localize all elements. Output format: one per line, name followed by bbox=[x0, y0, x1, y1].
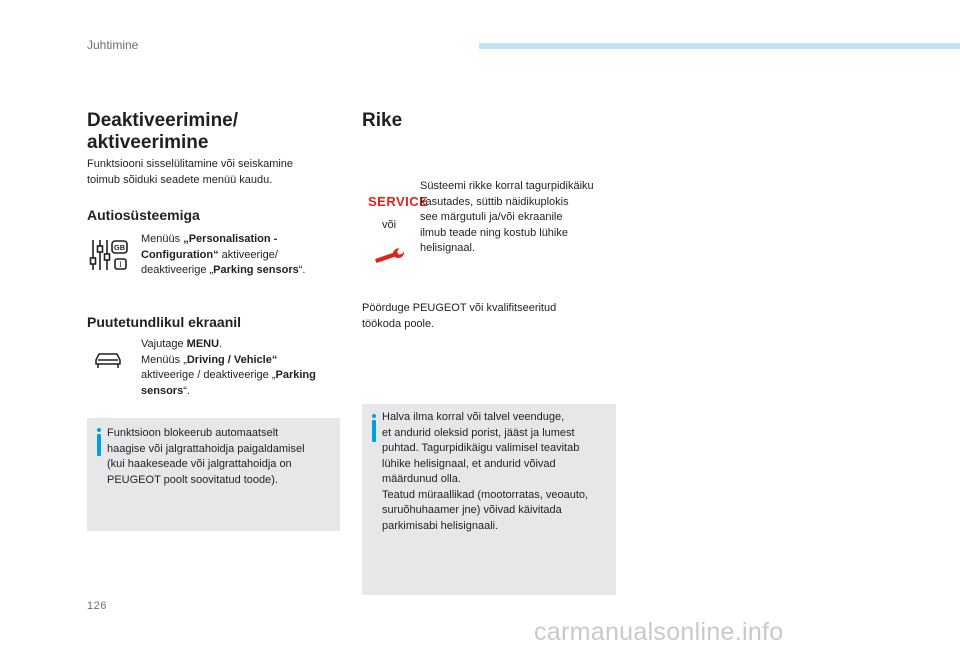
section-header-title: Juhtimine bbox=[87, 38, 139, 52]
info-icon bbox=[372, 420, 376, 442]
left-heading-line1: Deaktiveerimine/ bbox=[87, 110, 239, 131]
desc-line: kasutades, süttib näidikuplokis bbox=[420, 195, 569, 208]
left-note-text bbox=[107, 426, 305, 488]
s2-l1-post: . bbox=[219, 338, 223, 350]
left-note-box bbox=[87, 418, 340, 531]
s1-l3-bold: Parking sensors bbox=[213, 264, 299, 276]
section2-text bbox=[141, 337, 316, 399]
s2-l2-pre: Menüüs „ bbox=[141, 353, 187, 366]
right-description bbox=[420, 179, 594, 257]
s1-l3-post: “. bbox=[298, 264, 306, 276]
desc-line: see märgutuli ja/või ekraanile bbox=[420, 211, 563, 223]
touchscreen-settings-icon bbox=[89, 236, 129, 274]
s2-l3-bold: Parking bbox=[275, 369, 316, 381]
right-contact-text bbox=[362, 301, 556, 332]
svg-text:I: I bbox=[119, 260, 122, 269]
info-icon-dot bbox=[97, 428, 101, 432]
left-heading bbox=[87, 110, 238, 154]
watermark-link[interactable]: carmanualsonline.info bbox=[534, 618, 784, 646]
s1-l1-bold: „Personalisation - bbox=[183, 233, 278, 245]
right-note-line: lühike helisignaal, et andurid võivad bbox=[382, 457, 556, 470]
desc-line: helisignaal. bbox=[420, 242, 476, 254]
s2-l2-bold: Driving / Vehicle“ bbox=[186, 353, 278, 366]
right-note-line: määrdunud olla. bbox=[382, 473, 461, 485]
section1-text bbox=[141, 232, 305, 279]
page-number: 126 bbox=[87, 600, 107, 612]
info-icon bbox=[97, 434, 101, 456]
vehicle-icon bbox=[93, 351, 123, 371]
svg-text:GB: GB bbox=[113, 243, 126, 252]
contact-line: töökoda poole. bbox=[362, 317, 435, 330]
right-note-line: Teatud müraallikad (mootorratas, veoauto, bbox=[382, 488, 589, 501]
desc-line: ilmub teade ning kostub lühike bbox=[420, 226, 568, 239]
left-note-line: haagise või jalgrattahoidja paigaldamisel bbox=[107, 442, 305, 455]
intro-line1: Funktsiooni sisselülitamine või seiskamine bbox=[87, 158, 294, 170]
right-note-line: puhtad. Tagurpidikäigu valimisel teavitab bbox=[382, 442, 580, 454]
header-accent-bar bbox=[479, 43, 960, 49]
right-heading: Rike bbox=[362, 110, 403, 131]
info-icon-dot bbox=[372, 414, 376, 418]
service-warning-icon: SERVICE bbox=[368, 194, 429, 209]
left-note-line: Funktsioon blokeerub automaatselt bbox=[107, 427, 279, 439]
s2-l4-bold: sensors bbox=[141, 384, 184, 397]
s1-l3-pre: deaktiveerige „ bbox=[141, 264, 214, 276]
right-note-line: Halva ilma korral või talvel veenduge, bbox=[382, 411, 565, 423]
s2-l1-bold: MENU bbox=[186, 338, 220, 350]
desc-line: Süsteemi rikke korral tagurpidikäiku bbox=[420, 180, 594, 192]
wrench-icon bbox=[373, 248, 405, 264]
left-note-line: (kui haakeseade või jalgrattahoidja on bbox=[107, 458, 292, 470]
right-note-line: parkimisabi helisignaali. bbox=[382, 519, 499, 532]
right-note-line: suruõhuhaamer jne) võivad käivitada bbox=[382, 504, 562, 516]
or-label: või bbox=[382, 219, 397, 231]
right-note-line: et andurid oleksid porist, jääst ja lumest bbox=[382, 426, 575, 439]
right-note-box bbox=[362, 404, 616, 595]
section2-title: Puutetundlikul ekraanil bbox=[87, 314, 242, 330]
left-note-line: PEUGEOT poolt soovitatud toode). bbox=[107, 473, 278, 486]
s2-l4-post: “. bbox=[183, 384, 190, 397]
s2-l1-pre: Vajutage bbox=[141, 338, 187, 350]
left-heading-line2: aktiveerimine bbox=[87, 132, 209, 153]
s2-l3-pre: aktiveerige / deaktiveerige „ bbox=[141, 369, 276, 381]
intro-line2: toimub sõiduki seadete menüü kaudu. bbox=[87, 173, 273, 186]
right-note-text bbox=[382, 410, 588, 534]
section1-title: Autiosüsteemiga bbox=[87, 207, 200, 223]
left-intro bbox=[87, 157, 293, 188]
s1-l2-bold: Configuration“ bbox=[141, 248, 219, 261]
contact-line: Pöörduge PEUGEOT või kvalifitseeritud bbox=[362, 302, 557, 314]
s1-l1-pre: Menüüs bbox=[141, 233, 184, 245]
s1-l2-post: aktiveerige/ bbox=[218, 248, 278, 261]
